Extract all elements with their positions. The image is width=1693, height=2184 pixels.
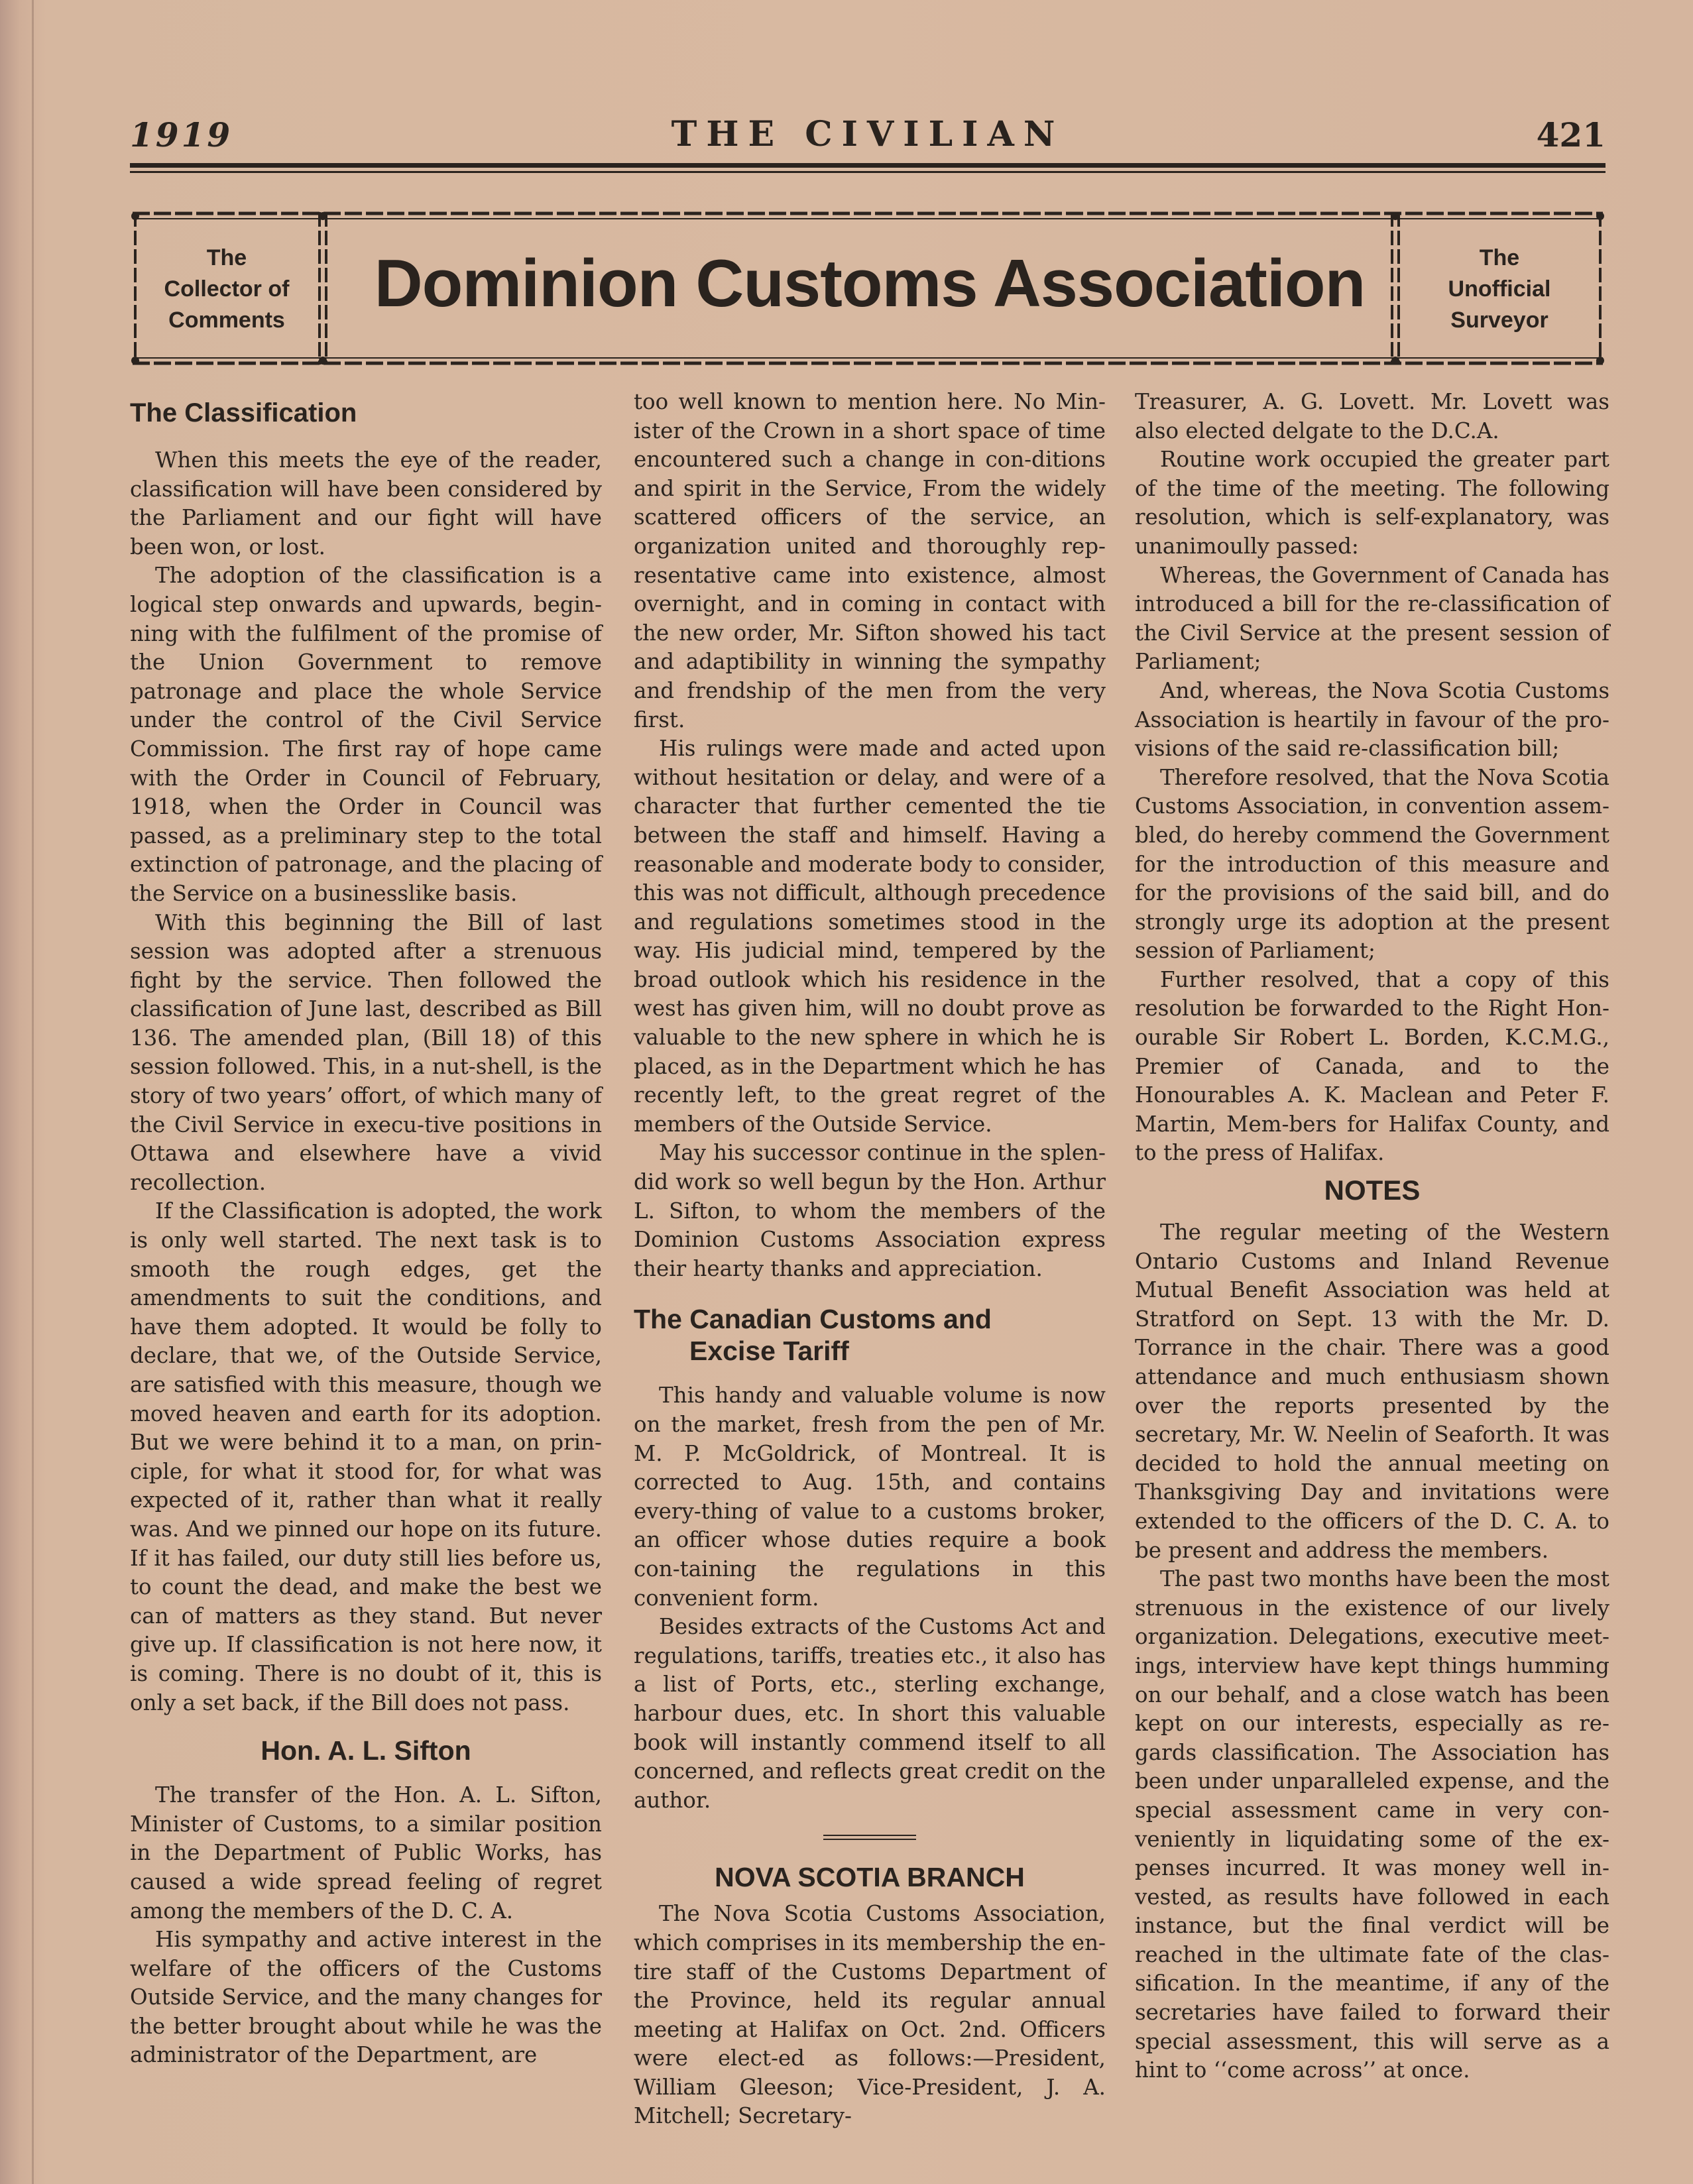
tariff-heading-line-1: The Canadian Customs and bbox=[634, 1304, 992, 1335]
nova-scotia-paragraph: Further resolved, that a copy of this resolution be forwarded to the Right Hon-ourable Sir Robert L. Borden, K.C.M.G., Premier of Canada, and to the Honourables A. K. Maclean and Peter F. Martin, Mem-bers for Halifax County, and to the press of Halifax. bbox=[1135, 966, 1609, 1166]
binding-edge bbox=[32, 0, 34, 2184]
masthead bbox=[127, 205, 1608, 371]
left-box-line-1: The bbox=[206, 245, 247, 270]
sifton-paragraph: May his successor continue in the splen-did work so well begun by the Hon. Arthur L. Sifton, to whom the members of the Dominion Customs Association express their hearty thanks and appreciation. bbox=[634, 1140, 1106, 1281]
tariff-paragraph: This handy and valuable volume is now on the market, fresh from the pen of Mr. M. P. McGoldrick, of Montreal. It is corrected to Aug. 15th, and contains every-thing of value to a customs broker, an officer whose duties require a book con-taining the regulations in this convenient form. bbox=[634, 1383, 1106, 1611]
notes-heading: NOTES bbox=[1324, 1175, 1421, 1206]
classification-paragraph: With this beginning the Bill of last session was adopted after a strenuous fight by the service. Then followed the classification of June last, described as Bill 136. The amended plan, (Bill 18) of this session followed. This, in a nut-shell, is the story of two years’ offort, of which many of the Civil Service in execu-tive positions in Ottawa and elsewhere have a vivid recollection. bbox=[130, 909, 602, 1195]
running-head-title: THE CIVILIAN bbox=[671, 114, 1065, 154]
nova-scotia-paragraph-continued: Treasurer, A. G. Lovett. Mr. Lovett was also elected delgate to the D.C.A. bbox=[1135, 389, 1609, 443]
page-number: 421 bbox=[1536, 115, 1605, 154]
nova-scotia-paragraph: Whereas, the Government of Canada has introduced a bill for the re-classification of the Civil Service at the present session of Parliament; bbox=[1135, 562, 1609, 675]
right-box-line-2: Unofficial bbox=[1448, 276, 1551, 302]
masthead-right-box bbox=[1400, 243, 1599, 336]
column-1 bbox=[130, 388, 602, 2070]
classification-paragraph: When this meets the eye of the reader, classification will have been considered by the Parliament and our fight will have been won, or lost. bbox=[130, 447, 602, 559]
nova-scotia-paragraph: Therefore resolved, that the Nova Scotia Customs Association, in convention assem-bled, do hereby commend the Government for the introduction of this measure and for the provisions of the said bill, and do strongly urge its adoption at the present session of Parliament; bbox=[1135, 764, 1609, 964]
running-head bbox=[130, 111, 1605, 158]
header-rule-thick bbox=[130, 163, 1605, 168]
header-rule-thin bbox=[130, 171, 1605, 173]
left-box-line-2: Collector of bbox=[164, 276, 290, 302]
nova-scotia-paragraph: The Nova Scotia Customs Association, which comprises in its membership the en-tire staff of the Customs Department of the Province, held its regular annual meeting at Halifax on Oct. 2nd. Officers were elect-ed as follows:—President, William Gleeson; Vice-President, J. A. Mitchell; Secretary- bbox=[634, 1901, 1106, 2129]
sifton-paragraph: The transfer of the Hon. A. L. Sifton, Minister of Customs, to a similar position in the Department of Public Works, has caused a wide spread feeling of regret among the members of the D. C. A. bbox=[130, 1782, 602, 1924]
nova-scotia-heading: NOVA SCOTIA BRANCH bbox=[715, 1862, 1025, 1893]
classification-paragraph: If the Classification is adopted, the work is only well started. The next task is to smooth the rough edges, get the amendments to suit the conditions, and have them adopted. It would be folly to declare, that we, of the Outside Service, are satisfied with this measure, though we moved heaven and earth for its adoption. But we were behind it to a man, on prin-ciple, for what it stood for, for what was expected of it, rather than what it really was. And we pinned our hope on its future. If it has failed, our duty still lies before us, to count the dead, and make the best we can of matters as they stand. But never give up. If classification is not here now, it is coming. There is no doubt of it, this is only a set back, if the Bill does not pass. bbox=[130, 1198, 602, 1715]
nova-scotia-paragraph: Routine work occupied the greater part of the time of the meeting. The following resolution, which is self-explanatory, was unanimoully passed: bbox=[1135, 447, 1609, 559]
notes-paragraph: The past two months have been the most strenuous in the existence of our lively organization. Delegations, executive meet-ings, interview have kept things humming on our behalf, and a close watch has been kept on our interests, especially as re-gards classification. The Association has been under unparalleled expense, and the special assessment came in very con-veniently in liquidating some of the ex-penses incurred. It was money well in-vested, as results have followed in each instance, but the final verdict will be reached in the ultimate fate of the clas-sification. In the meantime, if any of the secretaries have failed to forward their special assessment, this will serve as a hint to ‘‘come across’’ at once. bbox=[1135, 1566, 1609, 2083]
sifton-paragraph-continued: too well known to mention here. No Min-ister of the Crown in a short space of time encountered such a change in con-ditions and spirit in the Service, From the widely scattered officers of the service, an organization united and thoroughly rep-resentative came into existence, almost overnight, and in coming in contact with the new order, Mr. Sifton showed his tact and adaptibility in winning the sympathy and frendship of the men from the very first. bbox=[634, 389, 1106, 732]
classification-heading: The Classification bbox=[130, 398, 357, 428]
column-3 bbox=[1135, 388, 1609, 2085]
nova-scotia-paragraph: And, whereas, the Nova Scotia Customs Association is heartily in favour of the pro-visions of the said re-classification bill; bbox=[1135, 677, 1609, 762]
tariff-heading bbox=[634, 1303, 1106, 1367]
column-2 bbox=[634, 388, 1106, 2131]
left-box-line-3: Comments bbox=[168, 308, 285, 333]
classification-paragraph: The adoption of the classification is a logical step onwards and upwards, begin-ning with the fulfilment of the promise of the Union Government to remove patronage and place the whole Service under the control of the Civil Service Commission. The first ray of hope came with the Order in Council of February, 1918, when the Order in Council was passed, as a preliminary step to the total extinction of patronage, and the placing of the Service on a businesslike basis. bbox=[130, 563, 602, 906]
masthead-title: Dominion Customs Association bbox=[374, 247, 1366, 321]
sifton-paragraph: His rulings were made and acted upon without hesitation or delay, and were of a character that further cemented the tie between the staff and himself. Having a reasonable and moderate body to consider, this was not difficult, although precedence and regulations sometimes stood in the way. His judicial mind, tempered by the broad outlook which his residence in the west has given him, will no doubt prove as valuable to the new sphere in which he is placed, as in the Department which he has recently left, to the great regret of the members of the Outside Service. bbox=[634, 736, 1106, 1137]
right-box-line-1: The bbox=[1479, 245, 1520, 270]
sifton-heading: Hon. A. L. Sifton bbox=[261, 1735, 471, 1766]
right-box-line-3: Surveyor bbox=[1450, 308, 1548, 333]
tariff-heading-line-2: Excise Tariff bbox=[689, 1336, 849, 1367]
masthead-left-box bbox=[134, 243, 320, 336]
running-head-year: 1919 bbox=[130, 115, 233, 154]
tariff-paragraph: Besides extracts of the Customs Act and regulations, tariffs, treaties etc., it also has a list of Ports, etc., sterling exchange, harbour dues, etc. In short this valuable book will instantly commend itself to all concerned, and reflects great credit on the author. bbox=[634, 1614, 1106, 1813]
notes-paragraph: The regular meeting of the Western Ontario Customs and Inland Revenue Mutual Benefit Association was held at Stratford on Sept. 13 with the Mr. D. Torrance in the chair. There was a good attendance and much enthusiasm shown over the reports presented by the secretary, Mr. W. Neelin of Seaforth. It was decided to hold the annual meeting on Thanksgiving Day and invitations were extended to the officers of the D. C. A. to be present and address the members. bbox=[1135, 1220, 1609, 1563]
section-divider bbox=[823, 1835, 916, 1841]
sifton-paragraph: His sympathy and active interest in the welfare of the officers of the Customs Outside Service, and the many changes for the better brought about while he was the administrator of the Department, are bbox=[130, 1927, 602, 2068]
